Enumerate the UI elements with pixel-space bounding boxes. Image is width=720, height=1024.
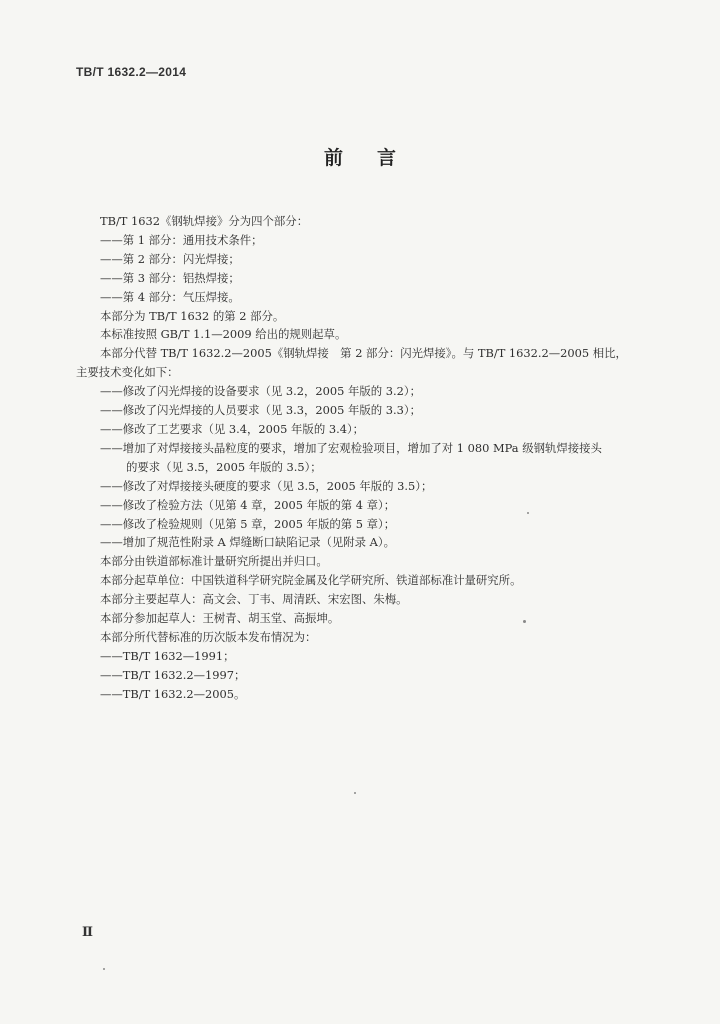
list-item: ——第 4 部分：气压焊接。: [100, 289, 240, 304]
page-title: 前言: [323, 147, 430, 169]
list-item: ——修改了检验规则（见第 5 章，2005 年版的第 5 章）；: [100, 516, 396, 531]
paragraph: 本部分参加起草人：王树青、胡玉堂、高振坤。: [100, 611, 340, 626]
paragraph: 本部分代替 TB/T 1632.2—2005《钢轨焊接 第 2 部分：闪光焊接》。与 TB/T 1632.2—2005 相比，: [100, 346, 627, 361]
list-item: ——TB/T 1632—1991；: [100, 648, 235, 663]
paragraph: 本部分由铁道部标准计量研究所提出并归口。: [100, 554, 328, 569]
list-item-continuation: 的要求（见 3.5，2005 年版的 3.5）；: [126, 459, 322, 474]
paragraph: 本部分主要起草人：高文会、丁韦、周清跃、宋宏图、朱梅。: [100, 592, 408, 607]
list-item: ——第 3 部分：铝热焊接；: [100, 270, 240, 285]
paragraph: TB/T 1632《钢轨焊接》分为四个部分：: [100, 214, 309, 228]
list-item: ——修改了工艺要求（见 3.4，2005 年版的 3.4）；: [100, 421, 365, 436]
paragraph-continuation: 主要技术变化如下：: [76, 365, 179, 380]
foreword-body: [76, 212, 646, 704]
list-item: ——TB/T 1632.2—2005。: [100, 686, 246, 701]
list-item: ——修改了对焊接接头硬度的要求（见 3.5，2005 年版的 3.5）；: [100, 478, 433, 493]
scan-speck: [103, 968, 105, 970]
scan-speck: [354, 792, 356, 794]
list-item: ——第 2 部分：闪光焊接；: [100, 251, 240, 266]
paragraph: 本部分为 TB/T 1632 的第 2 部分。: [100, 308, 285, 323]
standard-code: TB/T 1632.2—2014: [76, 65, 187, 79]
list-item: ——修改了闪光焊接的人员要求（见 3.3，2005 年版的 3.3）；: [100, 403, 421, 418]
paragraph: 本标准按照 GB/T 1.1—2009 给出的规则起草。: [100, 327, 347, 342]
list-item: ——TB/T 1632.2—1997；: [100, 667, 246, 682]
list-item: ——增加了对焊接接头晶粒度的要求，增加了宏观检验项目，增加了对 1 080 MPa 级钢轨焊接接头: [100, 440, 602, 455]
list-item: ——修改了闪光焊接的设备要求（见 3.2，2005 年版的 3.2）；: [100, 384, 421, 399]
scan-speck: [527, 512, 529, 514]
scan-speck: [523, 620, 526, 623]
list-item: ——增加了规范性附录 A 焊缝断口缺陷记录（见附录 A）。: [100, 535, 395, 550]
paragraph: 本部分起草单位：中国铁道科学研究院金属及化学研究所、铁道部标准计量研究所。: [100, 573, 522, 588]
list-item: ——第 1 部分：通用技术条件；: [100, 232, 263, 247]
page-number: Ⅱ: [82, 925, 93, 940]
list-item: ——修改了检验方法（见第 4 章，2005 年版的第 4 章）；: [100, 497, 396, 512]
paragraph: 本部分所代替标准的历次版本发布情况为：: [100, 629, 317, 644]
